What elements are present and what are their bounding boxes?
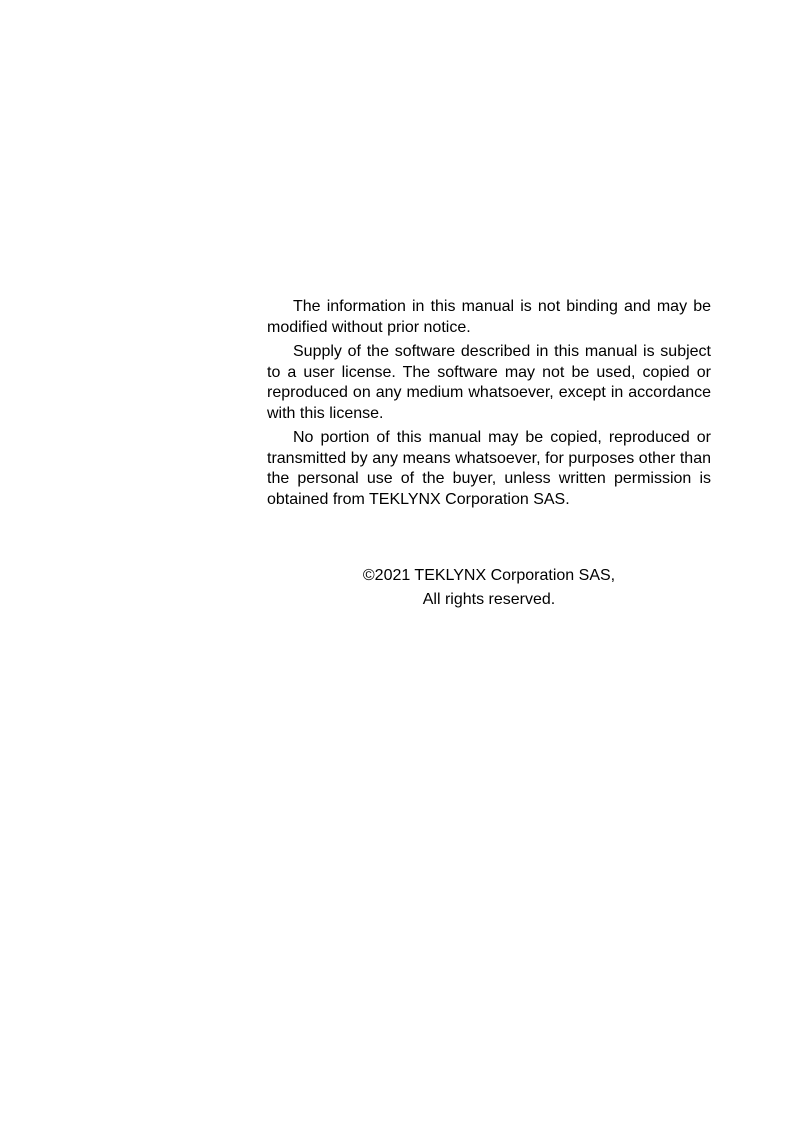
copyright-notice xyxy=(267,564,711,612)
notice-paragraph-license: Supply of the software described in this manual is subject to a user license. The software may not be used, copied or reproduced on any medium whatsoever, except in accordance with this license. xyxy=(267,343,711,422)
notice-paragraph-binding: The information in this manual is not binding and may be modified without prior notice. xyxy=(267,298,711,336)
copyright-line: ©2021 TEKLYNX Corporation SAS, xyxy=(362,567,616,584)
legal-notice xyxy=(267,297,711,510)
notice-paragraph-reproduction: No portion of this manual may be copied, reproduced or transmitted by any means whatsoever, for purposes other than the personal use of the buyer, unless written permission is obtained from TEKLYNX Corporation SAS. xyxy=(267,429,711,508)
rights-reserved-line: All rights reserved. xyxy=(422,591,556,608)
